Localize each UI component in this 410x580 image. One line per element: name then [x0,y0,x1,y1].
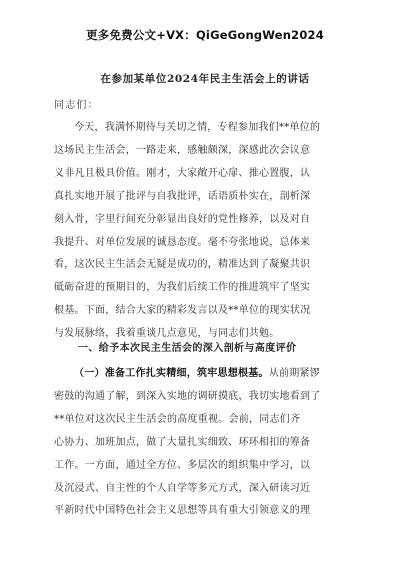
salutation: 同志们： [54,100,99,111]
paragraph-line: 真扎实地开展了批评与自我批评，话语质朴实在，剖析深 [54,190,311,202]
paragraph-text: 从前期紧锣 [268,368,320,379]
paragraph-line [54,363,360,386]
paragraph-line: 看，这次民主生活会无疑是成功的，精准达到了凝聚共识 [54,259,311,271]
paragraph-line: 及沉浸式、自主性的个人自学等多元方式，深入研读习近 [54,482,311,494]
section-heading: 一、给予本次民主生活会的深入剖析与高度评价 [78,343,297,354]
paragraph-line: 根基。下面，结合大家的精彩发言以及**单位的现实状况 [54,305,311,317]
paragraph-1 [54,117,360,346]
promo-header: 更多免费公文+VX：QiGeGongWen2024 [86,28,324,42]
paragraph-line: 平新时代中国特色社会主义思想等具有重大引领意义的理 [54,505,311,517]
paragraph-2 [54,363,360,523]
paragraph-line: 砥砺奋进的预期目的，为我们后续工作的推进筑牢了坚实 [54,282,311,294]
speech-title: 在参加某单位2024年民主生活会上的讲话 [100,73,310,85]
paragraph-line: 这场民主生活会，一路走来，感触颇深，深感此次会议意 [54,144,311,156]
paragraph-line: **单位对这次民主生活会的高度重视。会前，同志们齐 [54,413,301,425]
paragraph-line: 密鼓的沟通了解，到深入实地的调研摸底，我切实地看到了 [54,390,321,402]
paragraph-line: 刻入骨，字里行间充分彰显出良好的党性修养，以及对自 [54,213,311,225]
paragraph-line: 我提升、对单位发展的诚恳态度。毫不夸张地说，总体来 [54,236,311,248]
paragraph-line: 与发展脉络，我着重谈几点意见，与同志们共勉。 [54,328,280,340]
paragraph-line: 义非凡且极具价值。刚才，大家敞开心扉、推心置腹，认 [54,167,311,179]
paragraph-line: 今天，我满怀期待与关切之情，专程参加我们**单位的 [74,122,321,133]
paragraph-line: 心协力、加班加点，做了大量扎实细致、环环相扣的筹备 [54,436,311,448]
subheading: （一）准备工作扎实精细，筑牢思想根基。 [74,368,269,379]
paragraph-line: 工作。一方面，通过全方位、多层次的组织集中学习，以 [54,459,311,471]
